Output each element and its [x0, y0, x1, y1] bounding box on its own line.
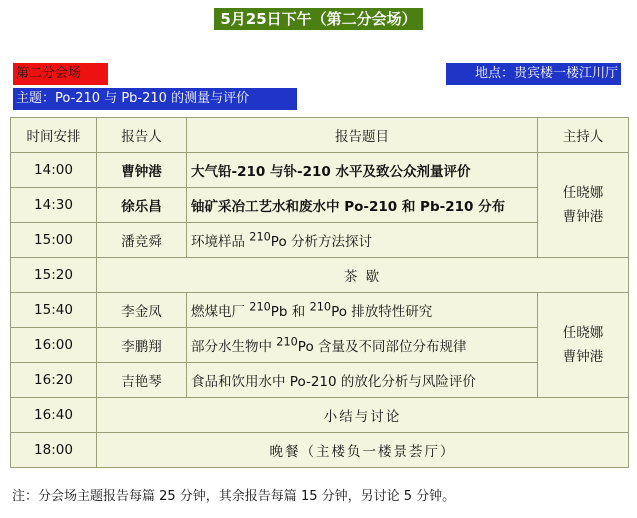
title-text: Po 排放特性研究: [331, 304, 433, 320]
location-label: 地点：贵宾楼一楼江川厅: [446, 63, 621, 85]
talk-title-cell: [187, 293, 538, 328]
break-cell: 茶 歇: [97, 258, 629, 293]
time-cell: 16:00: [11, 328, 97, 363]
discussion-cell: 小结与讨论: [97, 398, 629, 433]
discussion-row: [11, 398, 629, 433]
header-title: 报告题目: [187, 118, 538, 153]
time-cell: 15:40: [11, 293, 97, 328]
talk-title-cell: 大气铅-210 与钋-210 水平及致公众剂量评价: [187, 153, 538, 188]
speaker-cell: 吉艳琴: [97, 363, 187, 398]
time-cell: 16:20: [11, 363, 97, 398]
host-cell: [538, 293, 629, 398]
table-row: [11, 223, 629, 258]
title-text: 环境样品: [191, 234, 250, 250]
title-sup: 210: [276, 335, 298, 349]
header-host: 主持人: [538, 118, 629, 153]
talk-title-cell: 食品和饮用水中 Po-210 的放化分析与风险评价: [187, 363, 538, 398]
table-row: [11, 363, 629, 398]
header-row: [11, 118, 629, 153]
host-cell: [538, 153, 629, 258]
schedule-table: [10, 117, 629, 468]
dinner-row: [11, 433, 629, 468]
title-wrap: [0, 8, 637, 30]
table-row: [11, 188, 629, 223]
time-cell: 16:40: [11, 398, 97, 433]
talk-title-cell: 铀矿采冶工艺水和废水中 Po-210 和 Pb-210 分布: [187, 188, 538, 223]
host-name: 任晓娜: [562, 185, 604, 201]
talk-title-cell: [187, 328, 538, 363]
title-text: Po 含量及不同部位分布规律: [297, 339, 467, 355]
title-text: Pb 和: [270, 304, 310, 320]
title-sup: 210: [249, 300, 271, 314]
speaker-cell: 李鹏翔: [97, 328, 187, 363]
title-sup: 210: [309, 300, 332, 314]
time-cell: 18:00: [11, 433, 97, 468]
header-speaker: 报告人: [97, 118, 187, 153]
speaker-cell: 潘竞舜: [97, 223, 187, 258]
header-time: 时间安排: [11, 118, 97, 153]
title-text: 燃煤电厂: [191, 304, 250, 320]
table-row: [11, 328, 629, 363]
speaker-cell: 徐乐昌: [97, 188, 187, 223]
talk-title-cell: [187, 223, 538, 258]
dinner-cell: 晚餐（主楼负一楼景荟厅）: [97, 433, 629, 468]
host-name: 曹钟港: [562, 209, 604, 225]
time-cell: 15:20: [11, 258, 97, 293]
footnote: 注：分会场主题报告每篇 25 分钟，其余报告每篇 15 分钟，另讨论 5 分钟。: [12, 489, 456, 504]
session-label: 第二分会场: [13, 63, 108, 85]
page-title: 5月25日下午（第二分会场）: [214, 8, 422, 30]
break-row: [11, 258, 629, 293]
speaker-cell: 李金凤: [97, 293, 187, 328]
table-row: [11, 153, 629, 188]
host-name: 任晓娜: [562, 325, 604, 341]
time-cell: 14:00: [11, 153, 97, 188]
table-row: [11, 293, 629, 328]
time-cell: 14:30: [11, 188, 97, 223]
title-text: 部分水生物中: [191, 339, 277, 355]
speaker-cell: 曹钟港: [97, 153, 187, 188]
topic-label: 主题：Po-210 与 Pb-210 的测量与评价: [13, 88, 297, 110]
time-cell: 15:00: [11, 223, 97, 258]
title-sup: 210: [249, 230, 271, 244]
host-name: 曹钟港: [562, 349, 604, 365]
title-text: Po 分析方法探讨: [270, 234, 372, 250]
